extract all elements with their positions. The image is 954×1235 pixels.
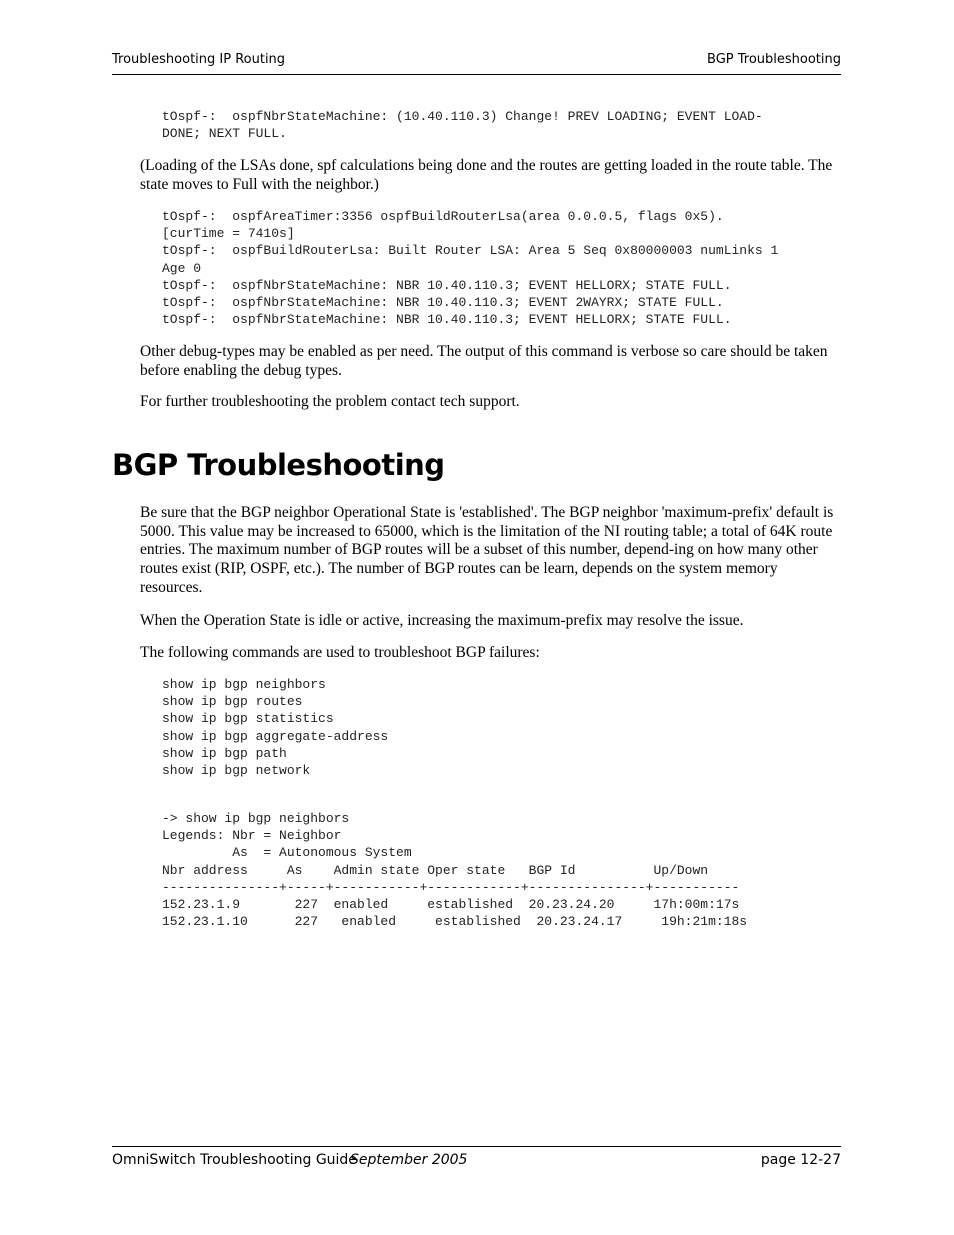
- page-footer: [112, 1146, 841, 1168]
- footer-page-number: page 12-27: [760, 1152, 841, 1168]
- paragraph-commands-intro: The following commands are used to troubleshoot BGP failures:: [140, 644, 540, 661]
- code-block-ospf-debug: tOspf-: ospfAreaTimer:3356 ospfBuildRouterLsa(area 0.0.0.5, flags 0x5). [curTime = 7410s] tOspf-: ospfBuildRouterLsa: Built Router LSA: Area 5 Seq 0x80000003 numLinks 1 Age 0 tOspf-: ospfNbrStateMachine: NBR 10.40.110.3; EVENT HELLORX; STATE FULL. tOspf-: ospfNbrStateMachine: NBR 10.40.110.3; EVENT 2WAYRX; STATE FULL. tOspf-: ospfNbrStateMachine: NBR 10.40.110.3; EVENT HELLORX; STATE FULL.: [162, 209, 779, 328]
- paragraph-operation-state: When the Operation State is idle or active, increasing the maximum-prefix may resolve the issue.: [140, 612, 744, 629]
- page-header: [112, 50, 841, 75]
- paragraph-debug-types: Other debug-types may be enabled as per need. The output of this command is verbose so care should be taken before enabling the debug types.: [140, 343, 828, 379]
- paragraph-bgp-neighbor-state: Be sure that the BGP neighbor Operational State is 'established'. The BGP neighbor 'maximum-prefix' default is 5000. This value may be increased to 65000, which is the limitation of the NI routing table; a total of 64K route entries. The maximum number of BGP routes will be a subset of this number, depend-ing on how many other routes exist (RIP, OSPF, etc.). The number of BGP routes can be learn, depends on the system memory resources.: [140, 504, 834, 596]
- footer-date: September 2005: [350, 1152, 468, 1168]
- paragraph-loading-note: (Loading of the LSAs done, spf calculations being done and the routes are getting loaded in the route table. The state moves to Full with the neighbor.): [140, 157, 833, 193]
- code-block-bgp-commands: show ip bgp neighbors show ip bgp routes show ip bgp statistics show ip bgp aggregate-address show ip bgp path show ip bgp network: [162, 677, 389, 779]
- code-block-ospf-state: tOspf-: ospfNbrStateMachine: (10.40.110.3) Change! PREV LOADING; EVENT LOAD- DONE; NEXT FULL.: [162, 109, 763, 142]
- section-title: BGP Troubleshooting: [112, 448, 445, 482]
- header-section: BGP Troubleshooting: [707, 52, 841, 67]
- header-chapter: Troubleshooting IP Routing: [112, 52, 286, 67]
- footer-guide-title: OmniSwitch Troubleshooting Guide: [112, 1152, 357, 1168]
- paragraph-tech-support: For further troubleshooting the problem contact tech support.: [140, 393, 520, 410]
- code-block-bgp-neighbors-output: -> show ip bgp neighbors Legends: Nbr = Neighbor As = Autonomous System Nbr address As Admin state Oper state BGP Id Up/Down ---------------+-----+-----------+------------+---------------+----------- 152.23.1.9 227 enabled established 20.23.24.20 17h:00m:17s 152.23.1.10 227 enabled established 20.23.24.17 19h:21m:18s: [162, 811, 748, 930]
